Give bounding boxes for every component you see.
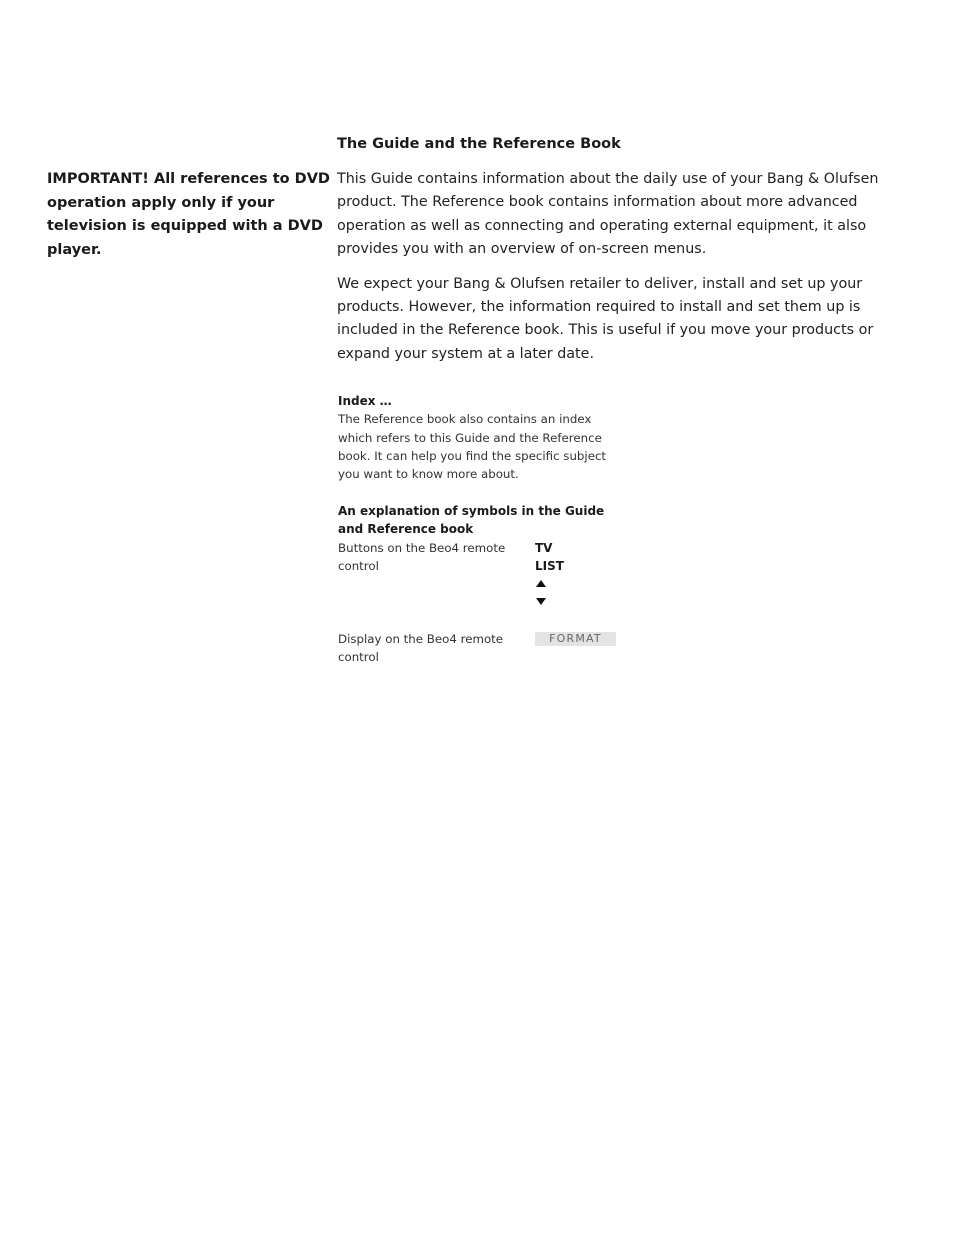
arrow-down-row — [338, 593, 628, 611]
triangle-up-icon — [536, 580, 546, 587]
index-section — [338, 392, 628, 483]
format-display: FORMAT — [535, 632, 616, 646]
buttons-row-2 — [338, 557, 628, 575]
retailer-paragraph: We expect your Bang & Olufsen retailer to deliver, install and set up your products. However, the information required to install and set them up is included in the Reference book. This is useful if you move your products or expand your system at a later date. — [337, 275, 874, 362]
index-title: Index … — [338, 394, 392, 408]
display-label-cont: control — [338, 650, 379, 665]
buttons-label-cont: control — [338, 558, 379, 573]
symbols-title: An explanation of symbols in the Guide and Reference book — [338, 504, 605, 537]
triangle-down-icon — [536, 598, 546, 605]
display-row-2 — [338, 648, 628, 666]
important-note: IMPORTANT! All references to DVD operation apply only if your television is equipped with a DVD player. — [47, 171, 330, 258]
tv-button-symbol: TV — [535, 540, 553, 555]
buttons-label: Buttons on the Beo4 remote — [338, 540, 506, 555]
intro-paragraph: This Guide contains information about the daily use of your Bang & Olufsen product. The Reference book contains information about more advanced operation as well as connecting and operating external equipment, it also provides you with an overview of on-screen menus. — [337, 171, 879, 258]
index-text: The Reference book also contains an index which refers to this Guide and the Reference book. It can help you find the specific subject you want to know more about. — [338, 412, 607, 482]
list-button-symbol: LIST — [535, 558, 564, 573]
main-content — [337, 133, 922, 377]
buttons-row-1 — [338, 539, 628, 557]
symbols-section — [338, 502, 628, 667]
display-row-1 — [338, 630, 628, 648]
section-title: The Guide and the Reference Book — [337, 136, 621, 152]
arrow-up-row — [338, 575, 628, 593]
display-label: Display on the Beo4 remote — [338, 632, 504, 647]
spacer-row — [338, 612, 628, 630]
